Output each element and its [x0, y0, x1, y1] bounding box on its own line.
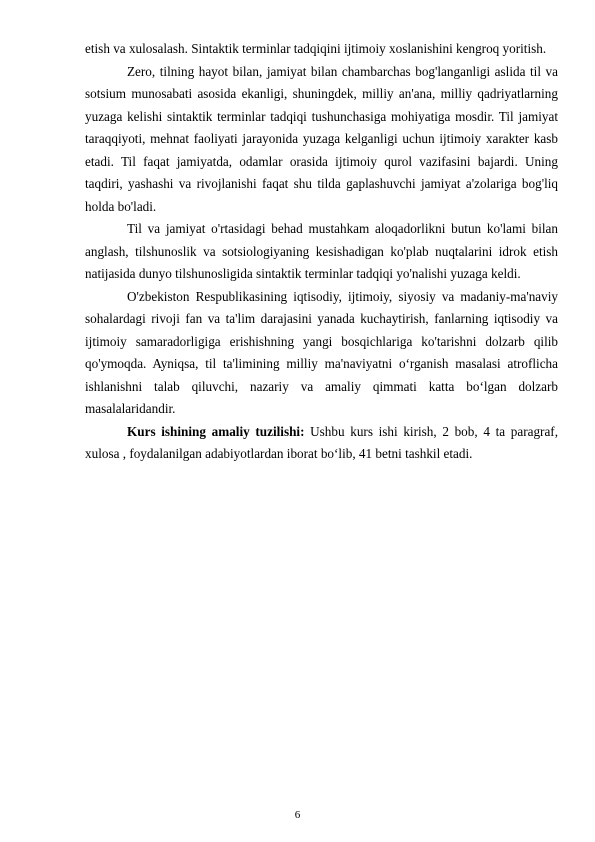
- course-structure-label: Kurs ishining amaliy tuzilishi:: [127, 423, 305, 439]
- paragraph-continuation: etish va xulosalash. Sintaktik terminlar tadqiqini ijtimoiy xoslanishini kengroq yoritish.: [85, 41, 547, 56]
- paragraph-course-structure: [85, 421, 558, 466]
- course-structure-text: Ushbu kurs ishi kirish, 2 bob, 4 ta paragraf, xulosa , foydalanilgan adabiyotlardan iborat bo‘lib, 41 betni tashkil etadi.: [85, 423, 558, 461]
- paragraph-language-society: Zero, tilning hayot bilan, jamiyat bilan chambarchas bog'langanligi aslida til va sotsium munosabati asosida ekanligi, shuningdek, milliy an'ana, milliy qadriyatlarning yuzaga kelishi sintaktik terminlar tadqiqi tushunchasiga mohiyatiga mosdir. Til jamiyat taraqqiyoti, mehnat faoliyati jarayonida yuzaga kelganligi uchun ijtimoiy xarakter kasb etadi. Til faqat jamiyatda, odamlar orasida ijtimoiy qurol vazifasini bajardi. Uning taqdiri, yashashi va rivojlanishi faqat shu tilda gaplashuvchi jamiyat a'zolariga bog'liq holda bo'ladi.: [85, 63, 558, 214]
- page-number: 6: [294, 809, 301, 821]
- paragraph-uzbekistan-relevance: O'zbekiston Respublikasining iqtisodiy, ijtimoiy, siyosiy va madaniy-ma'naviy sohalardagi rivoji fan va ta'lim darajasini yanada kuchaytirish, fanlarning iqtisodiy va ijtimoiy samaradorligiga erishishning yangi bosqichlariga ko'tarishni dolzarb qilib qo'ymoqda. Ayniqsa, til ta'limining milliy ma'naviyatni o‘rganish masalasi atroflicha ishlanishni talab qiluvchi, nazariy va amaliy qimmati katta bo‘lgan dolzarb masalalaridandir.: [85, 288, 558, 416]
- paragraph-sociolinguistics: Til va jamiyat o'rtasidagi behad mustahkam aloqadorlikni butun ko'lami bilan anglash, tilshunoslik va sotsiologiyaning kesishadigan ko'plab nuqtalarini idrok etish natijasida dunyo tilshunosligida sintaktik terminlar tadqiqi yo'nalishi yuzaga keldi.: [85, 221, 558, 281]
- document-body: [85, 38, 558, 466]
